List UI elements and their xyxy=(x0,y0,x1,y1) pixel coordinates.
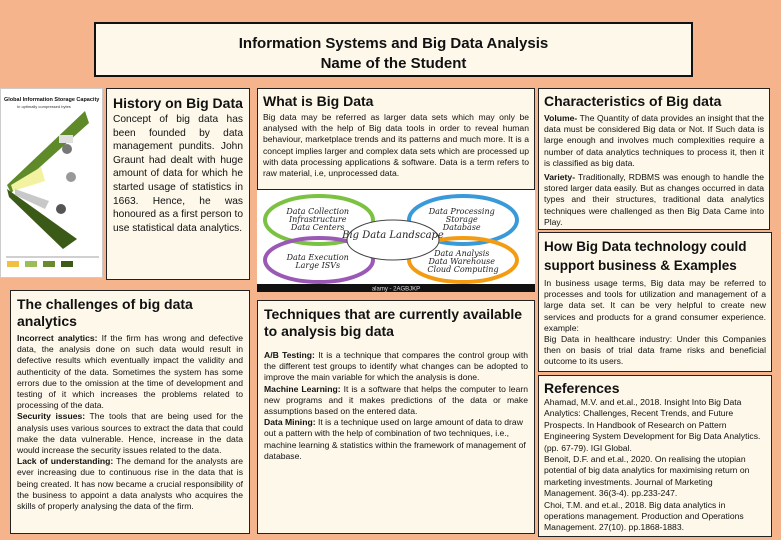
landscape-item-2-line2: Storage xyxy=(445,215,478,224)
business-support-para1: In business usage terms, Big data may be referred to processes and tools for utilization and management of a large data set. It can be very helpful to create new services and products for a grand consumer experience. example: xyxy=(544,278,766,333)
characteristic-text: Traditionally, RDBMS was enough to handle the stored larger data easily. But as changes occurred in data types and their structures, traditional data analytics techniques were challenged as then Big Data Came into Play. xyxy=(544,172,764,227)
history-heading: History on Big Data xyxy=(113,95,243,111)
history-text: Concept of big data has been founded by data management pundits. John Graunt had dealt with huge amount of data for which he started usage of statistics in 1663. Hence, he was honoured as a first person to use statistical data analytics. xyxy=(113,114,243,234)
landscape-item-4-line1: Data Analysis xyxy=(434,249,490,258)
challenge-lack-of-understanding xyxy=(17,456,243,512)
what-is-heading: What is Big Data xyxy=(263,93,374,109)
challenge-text: If the firm has wrong and defective data, the analysis done on such data would result in defective results which eventually impact the validity and authenticity of the data. Sometimes the system has some errors due to the omission at the time of development and testing of it which increases the problems related to processing of the data. xyxy=(17,333,244,411)
technique-text: It is a technique that compares the control group with the different test groups to identify what changes can be adopted to improve the main variable for which the analysis is done. xyxy=(264,350,528,383)
landscape-item-4-line3: Cloud Computing xyxy=(427,265,499,274)
characteristic-term: Volume- xyxy=(544,113,578,123)
challenge-text: The demand for the analysts are ever increasing due to continuous rise in the data that is being created. It has now became a crucial responsibility of the business to appoint a data analysts who acquires the skills of properly analysing the data of the firm. xyxy=(17,456,243,512)
business-support-para2: Big Data in healthcare industry: Under this Companies then on basis of trial data frame risks and beneficial outcome to its users. xyxy=(544,334,766,367)
business-support-section xyxy=(538,232,772,372)
student-name: Name of the Student xyxy=(320,55,467,72)
what-is-text: Big data may be referred as larger data sets which may only be analysed with the help of Big data tools in order to reveal human behaviour, marketplace trends and its patterns and much more. It is a concept implies larger and complex data sets which are processed up with data processing applications & software. Data is a term refers to raw material, i.e, unprocessed data. xyxy=(263,112,529,179)
techniques-section xyxy=(257,300,535,534)
characteristic-volume xyxy=(544,113,764,169)
reference-item: Ahamad, M.V. and et.al., 2018. Insight Into Big Data Analytics: Challenges, Recent Trends, and Future Prospects. In Handbook of Research on Pattern Engineering System Development for Big Data Analytics. (pp. 67-79). IGI Global. xyxy=(544,397,761,453)
technique-term: Data Mining: xyxy=(264,417,316,428)
characteristic-variety xyxy=(544,172,764,228)
challenge-incorrect-analytics xyxy=(17,333,243,411)
reference-item: Choi, T.M. and et.al., 2018. Big data analytics in operations management. Production and Operations Management. 27(10). pp.1868-1883. xyxy=(544,499,744,533)
challenge-term: Incorrect analytics: xyxy=(17,333,98,343)
landscape-item-1-line3: Data Centers xyxy=(290,223,345,232)
reference-item: Benoit, D.F. and et.al., 2020. On realising the utopian potential of big data analytics for maximising return on marketing investments. Journal of Marketing Management. 36(3-4). pp.233-247. xyxy=(544,454,750,499)
technique-term: Machine Learning: xyxy=(264,383,341,394)
landscape-item-1-line1: Data Collection xyxy=(286,207,350,216)
characteristics-heading: Characteristics of Big data xyxy=(544,93,722,109)
landscape-item-2-line3: Database xyxy=(442,223,481,232)
landscape-item-3-line2: Large ISVs xyxy=(295,261,341,270)
landscape-item-4-line2: Data Warehouse xyxy=(428,257,495,266)
challenges-heading: The challenges of big data analytics xyxy=(17,296,193,329)
characteristics-section xyxy=(538,88,770,230)
landscape-watermark: alamy - 2AGBJKP xyxy=(371,286,421,292)
technique-ab-testing xyxy=(264,350,528,384)
references-heading: References xyxy=(544,380,620,396)
big-data-landscape-image xyxy=(257,190,535,292)
characteristic-text: The Quantity of data provides an insight that the data must be considered Big data or Not. If Such data is large enough and involves much complexities require a number of data analytics techniques to process it, then it is classified as big data. xyxy=(544,113,764,168)
graphic-title: Global Information Storage Capacity xyxy=(4,97,100,103)
landscape-item-3-line1: Data Execution xyxy=(286,253,349,262)
technique-term: A/B Testing: xyxy=(264,350,315,360)
challenges-section xyxy=(10,290,250,534)
poster-title: Information Systems and Big Data Analysis xyxy=(238,35,549,52)
landscape-center: Big Data Landscape xyxy=(342,230,444,241)
technique-machine-learning xyxy=(264,384,528,418)
graphic-subtitle: In optimally compressed bytes xyxy=(17,104,71,109)
history-section xyxy=(106,88,250,280)
what-is-big-data-section xyxy=(257,88,535,190)
technique-text: It is a technique used on large amount of data to draw out a pattern with the help of combination of two techniques, i.e., machine learning & statistics within the framework of management of database. xyxy=(264,417,526,461)
svg-text:Big Data Landscape xyxy=(341,230,444,241)
references-section xyxy=(538,375,772,537)
landscape-item-2-line1: Data Processing xyxy=(428,207,495,216)
challenge-security xyxy=(17,411,243,456)
landscape-item-1-line2: Infrastructure xyxy=(288,215,347,224)
storage-capacity-graphic xyxy=(0,88,103,278)
characteristic-term: Variety- xyxy=(544,172,576,183)
title-banner xyxy=(94,22,693,77)
challenge-term: Lack of understanding: xyxy=(17,456,114,467)
techniques-heading: Techniques that are currently available to analysis big data xyxy=(264,306,523,339)
challenge-text: The tools that are being used for the analysis uses various sources to extract the data that could make the data vulnerable. Hence, increase in the data would increase the security issues related to the data. xyxy=(17,411,243,456)
technique-data-mining xyxy=(264,417,528,462)
business-support-heading: How Big Data technology could support business & Examples xyxy=(544,239,747,273)
technique-text: It is a software that helps the computer to learn new programs and it makes predictions of the data or make assumptions based on the entered data. xyxy=(264,383,528,417)
challenge-term: Security issues: xyxy=(17,411,86,422)
